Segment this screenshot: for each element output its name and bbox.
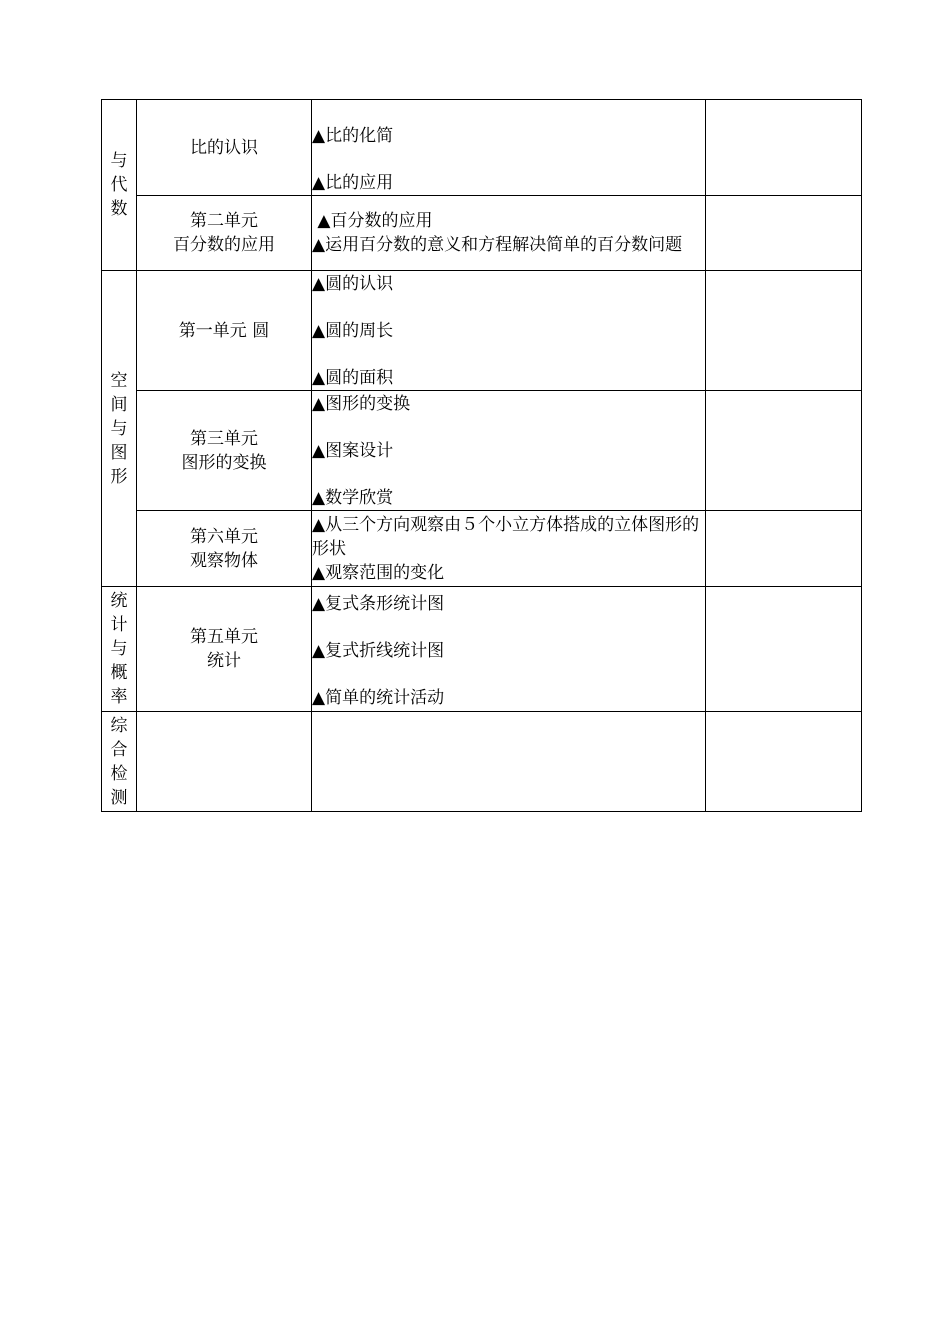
area-cell: [102, 712, 137, 812]
unit-label: 图形的变换: [181, 452, 267, 473]
table-row: [102, 391, 862, 511]
area-cell: [102, 587, 137, 712]
notes-cell: [706, 196, 862, 271]
content-item: ▲数学欣赏: [312, 487, 394, 508]
table-row: [102, 271, 862, 391]
content-item: ▲复式条形统计图: [312, 594, 445, 614]
unit-cell: [137, 587, 312, 712]
notes-cell: [706, 712, 862, 812]
unit-cell: [137, 391, 312, 511]
table-row: [102, 712, 862, 812]
unit-label: 第六单元: [190, 526, 258, 547]
content-item: ▲圆的认识: [312, 273, 394, 294]
unit-cell: [137, 511, 312, 587]
unit-label: 比的认识: [190, 137, 258, 158]
area-label: 与代数: [110, 151, 128, 219]
area-label: 综合检测: [110, 715, 128, 808]
table-row: [102, 196, 862, 271]
content-item: ▲比的化简: [312, 125, 394, 146]
content-item: ▲运用百分数的意义和方程解决简单的百分数问题: [312, 235, 683, 255]
unit-cell: [137, 271, 312, 391]
notes-cell: [706, 511, 862, 587]
content-item: ▲图案设计: [312, 440, 394, 461]
curriculum-table: [101, 99, 862, 812]
content-cell: [312, 196, 706, 271]
content-cell: [312, 587, 706, 712]
content-item: ▲观察范围的变化: [312, 562, 445, 583]
unit-label: 观察物体: [190, 550, 258, 571]
unit-label: 统计: [207, 651, 241, 671]
unit-label: 第一单元 圆: [178, 320, 270, 341]
unit-label: 第三单元: [190, 428, 258, 449]
area-cell: [102, 100, 137, 271]
content-item: ▲复式折线统计图: [312, 641, 445, 661]
notes-cell: [706, 391, 862, 511]
area-label: 空间与图形: [110, 370, 128, 487]
notes-cell: [706, 587, 862, 712]
area-cell: [102, 271, 137, 587]
content-item: ▲圆的面积: [312, 367, 394, 388]
unit-cell: [137, 712, 312, 812]
content-item: ▲从三个方向观察由５个小立方体搭成的立体图形的形状: [312, 514, 700, 559]
unit-label: 第二单元: [190, 211, 258, 231]
unit-cell: [137, 100, 312, 196]
content-item: ▲图形的变换: [312, 393, 411, 414]
content-item: ▲简单的统计活动: [312, 688, 445, 708]
content-item: ▲百分数的应用: [312, 211, 433, 231]
unit-label: 百分数的应用: [173, 235, 275, 255]
content-item: ▲圆的周长: [312, 320, 394, 341]
content-cell: [312, 100, 706, 196]
content-item: ▲比的应用: [312, 172, 394, 193]
content-cell: [312, 712, 706, 812]
area-label: 统计与概率: [110, 591, 128, 707]
unit-label: 第五单元: [190, 627, 258, 647]
table-row: [102, 100, 862, 196]
notes-cell: [706, 271, 862, 391]
table-row: [102, 587, 862, 712]
content-cell: [312, 271, 706, 391]
content-cell: [312, 391, 706, 511]
unit-cell: [137, 196, 312, 271]
notes-cell: [706, 100, 862, 196]
content-cell: [312, 511, 706, 587]
table-row: [102, 511, 862, 587]
